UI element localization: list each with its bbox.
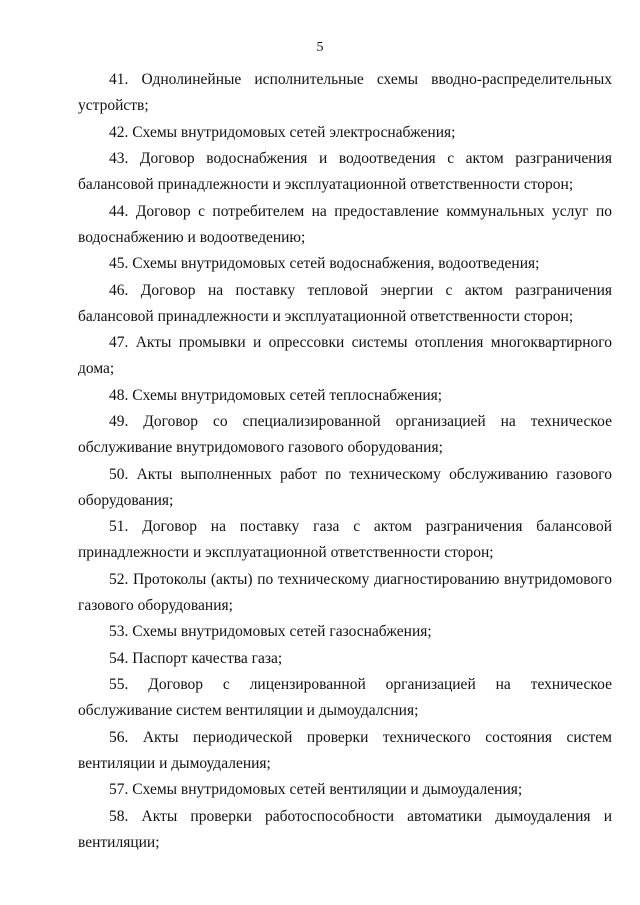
list-item: 45. Схемы внутридомовых сетей водоснабжения, водоотведения; — [109, 255, 540, 272]
list-item: 43. Договор водоснабжения и водоотведения с актом разграничения балансовой принадлежности и эксплуатационной ответственности сторон; — [78, 150, 612, 193]
list-item: 53. Схемы внутридомовых сетей газоснабжения; — [109, 623, 432, 640]
list-item: 55. Договор с лицензированной организацией на техническое обслуживание систем вентиляции и дымоудалсния; — [78, 676, 612, 719]
list-item: 50. Акты выполненных работ по техническому обслуживанию газового оборудования; — [78, 465, 612, 509]
list-item: 58. Акты проверки работоспособности автоматики дымоудаления и вентиляции; — [78, 807, 612, 851]
list-item: 44. Договор с потребителем на предоставление коммунальных услуг по водоснабжению и водоотведению; — [78, 202, 612, 246]
list-item: 48. Схемы внутридомовых сетей теплоснабжения; — [109, 386, 443, 404]
list-item: 41. Однолинейные исполнительные схемы вводно-распределительных устройств; — [78, 71, 612, 114]
list-item: 42. Схемы внутридомовых сетей электроснабжения; — [109, 123, 456, 141]
list-item: 52. Протоколы (акты) по техническому диагностированию внутридомового газового оборудования; — [78, 570, 612, 614]
list-item: 51. Договор на поставку газа с актом разграничения балансовой принадлежности и эксплуатационной ответственности сторон; — [78, 518, 612, 561]
list-item: 56. Акты периодической проверки технического состояния систем вентиляции и дымоудаления; — [78, 728, 612, 772]
page-number: 5 — [316, 40, 324, 55]
document-list — [78, 67, 612, 856]
list-item: 54. Паспорт качества газа; — [109, 649, 283, 667]
list-item: 57. Схемы внутридомовых сетей вентиляции и дымоудаления; — [109, 781, 523, 798]
list-item: 49. Договор со специализированной организацией на техническое обслуживание внутридомового газового оборудования; — [78, 413, 612, 456]
list-item: 47. Акты промывки и опрессовки системы отопления многоквартирного дома; — [78, 334, 612, 377]
list-item: 46. Договор на поставку тепловой энергии с актом разграничения балансовой принадлежности и эксплуатационной ответственности сторон; — [78, 281, 612, 325]
